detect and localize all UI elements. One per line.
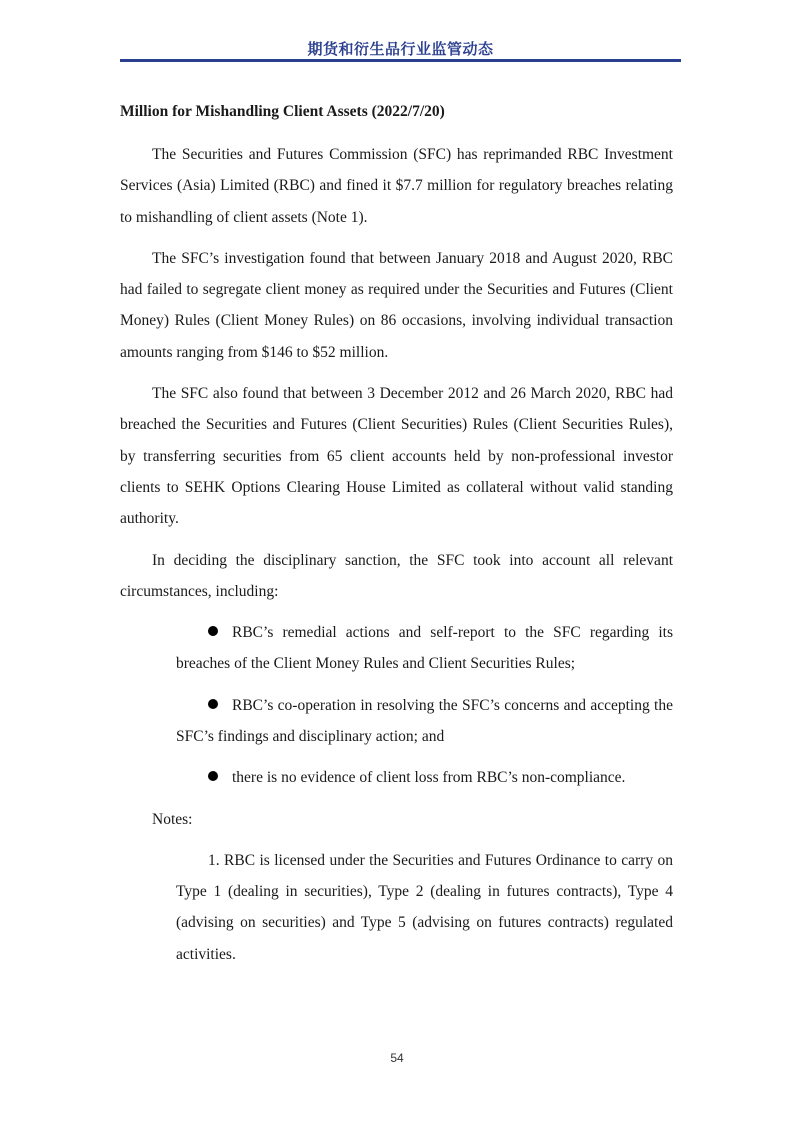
notes-label: Notes: bbox=[152, 810, 193, 828]
note-item: 1. RBC is licensed under the Securities and Futures Ordinance to carry on Type 1 (dealing in securities), Type 2 (dealing in futures contracts), Type 4 (advising on securities) and Type 5 (advising on futures contracts) regulated activities. bbox=[176, 851, 673, 963]
list-item bbox=[176, 762, 673, 793]
bullet-icon bbox=[208, 699, 218, 709]
paragraph-client-securities: The SFC also found that between 3 December 2012 and 26 March 2020, RBC had breached the Securities and Futures (Client Securities) Rules (Client Securities Rules), by transferring securities from 65 client accounts held by non-professional investor clients to SEHK Options Clearing House Limited as collateral without valid standing authority. bbox=[120, 385, 673, 528]
page-number: 54 bbox=[390, 1051, 404, 1065]
paragraph-intro: The Securities and Futures Commission (SFC) has reprimanded RBC Investment Services (Asia) Limited (RBC) and fined it $7.7 million for regulatory breaches relating to mishandling of client assets (Note 1). bbox=[120, 146, 673, 226]
bullet-icon bbox=[208, 771, 218, 781]
list-item bbox=[176, 617, 673, 680]
article-body bbox=[120, 96, 673, 970]
list-item-text: RBC’s co-operation in resolving the SFC’s concerns and accepting the SFC’s findings and disciplinary action; and bbox=[176, 696, 673, 746]
header-divider bbox=[120, 59, 681, 62]
list-item-text: RBC’s remedial actions and self-report to the SFC regarding its breaches of the Client Money Rules and Client Securities Rules; bbox=[176, 624, 673, 673]
list-item bbox=[176, 690, 673, 753]
running-header-title: 期货和衍生品行业监管动态 bbox=[307, 40, 494, 58]
paragraph-investigation: The SFC’s investigation found that between January 2018 and August 2020, RBC had failed to segregate client money as required under the Securities and Futures (Client Money) Rules (Client Money Rules) on 86 occasions, involving individual transaction amounts ranging from $146 to $52 million. bbox=[120, 249, 673, 361]
circumstances-list bbox=[120, 617, 673, 793]
bullet-icon bbox=[208, 626, 218, 636]
list-item-text: there is no evidence of client loss from RBC’s non-compliance. bbox=[232, 769, 626, 787]
paragraph-sanction-intro: In deciding the disciplinary sanction, the SFC took into account all relevant circumstances, including: bbox=[120, 551, 673, 600]
article-heading: Million for Mishandling Client Assets (2022/7/20) bbox=[120, 103, 445, 120]
